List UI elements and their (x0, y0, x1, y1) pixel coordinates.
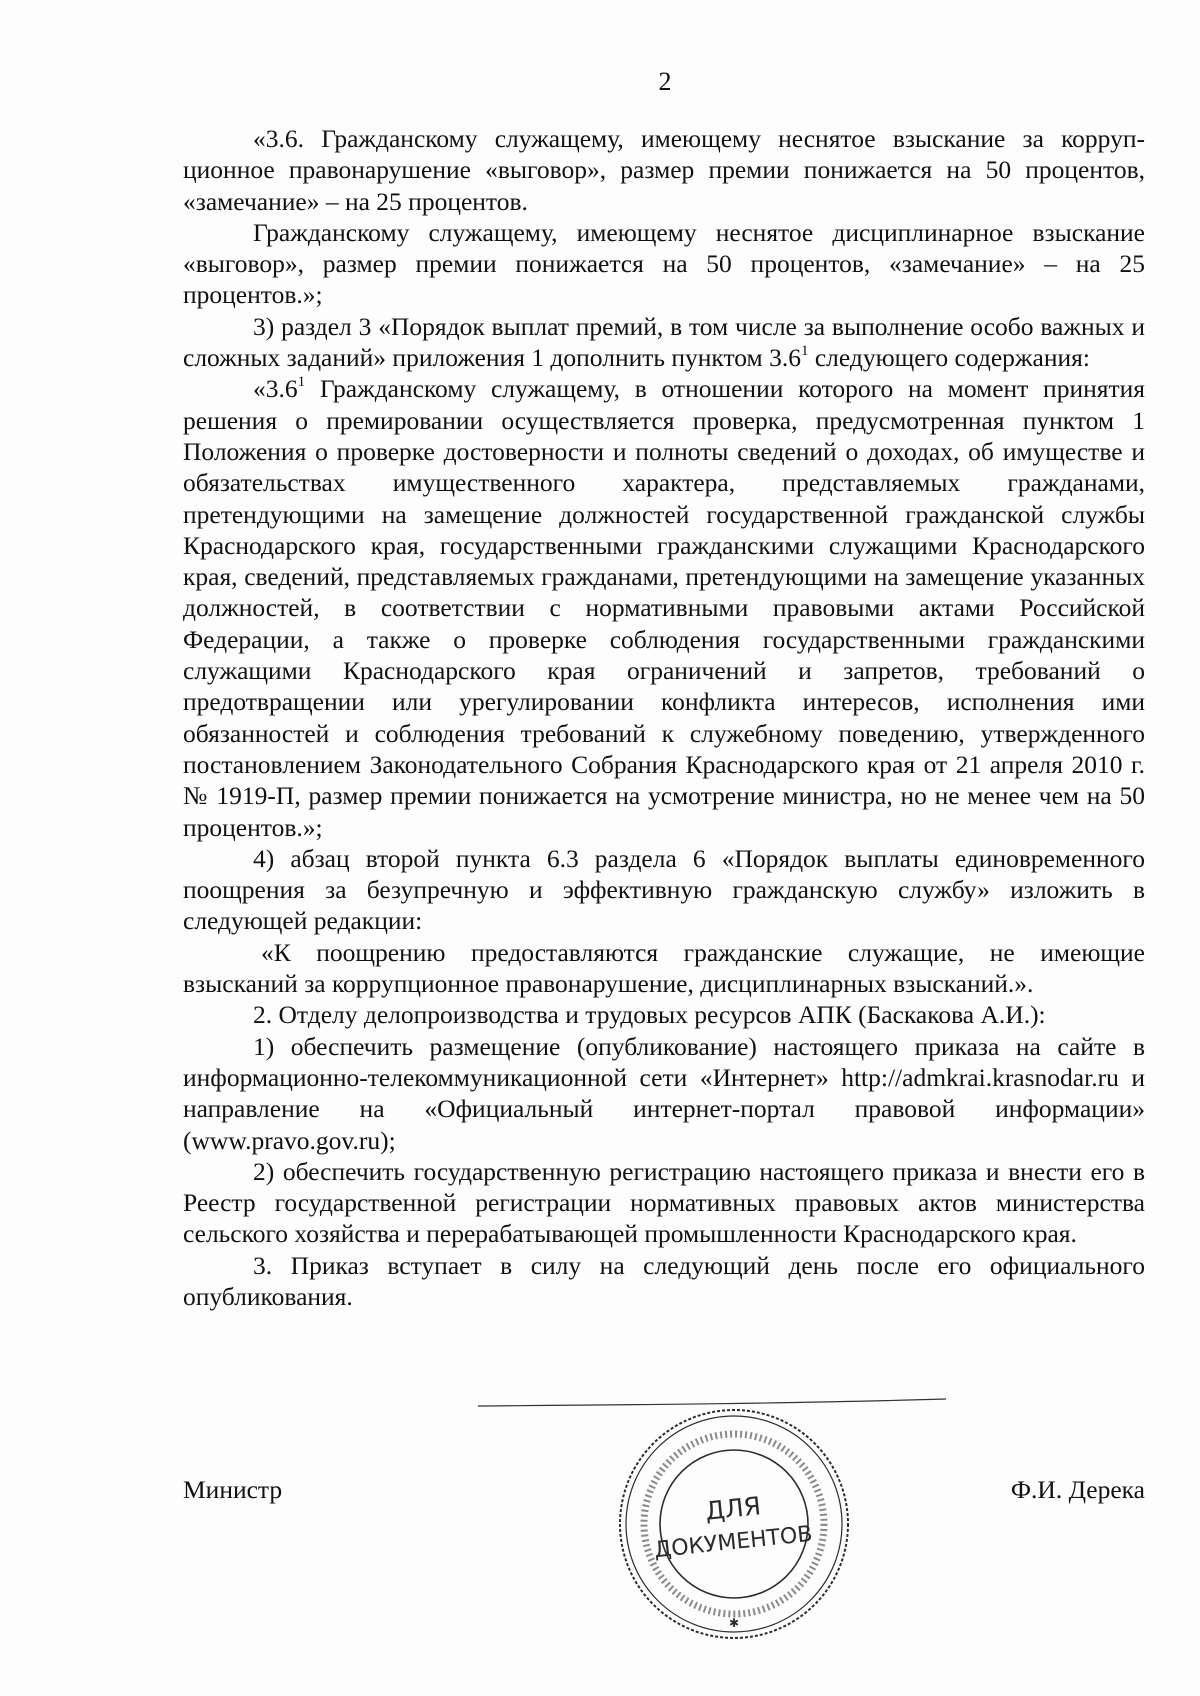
paragraph-quote: «К поощрению предоставляются гражданские служащие, не имеющие взысканий за коррупционное правонарушение, дисциплинарных взысканий.». (183, 937, 1145, 999)
paragraph-item-3 (183, 311, 1145, 374)
paragraph-disciplinary: Гражданскому служащему, имеющему неснятое дисциплинарное взыскание «выговор», размер премии понижается на 50 процентов, «замечание» – на 25 процентов.»; (183, 217, 1145, 310)
paragraph-item-4: 4) абзац второй пункта 6.3 раздела 6 «Порядок выплаты единовременного поощрения за безупречную и эффективную гражданскую службу» изложить в следующей редакции: (183, 843, 1145, 936)
superscript-marker: 1 (297, 373, 306, 390)
signatory-name: Ф.И. Дерека (1010, 1475, 1145, 1504)
paragraph-3-6: «3.6. Гражданскому служащему, имеющему неснятое взыскание за коррупционное правонарушение «выговор», размер премии понижается на 50 процентов, «замечание» – на 25 процентов. (183, 124, 1145, 216)
paragraph-item-3-final: 3. Приказ вступает в силу на следующий день после его официального опубликования. (183, 1250, 1145, 1311)
clause-text: Гражданскому служащему, в отношении которого на момент принятия решения о премировании осуществляется проверка, предусмотренная пунктом 1 Положения о проверке достоверности и полноты сведений о доходах, об имуществе и обязательствах имущественного характера, представляемых гражданами, претендующими на замещение должностей государственной гражданской службы Краснодарского края, государственными гражданскими служащими Краснодарского края, сведений, представляемых гражданами, претендующими на замещение указанных должностей, в соответствии с нормативными правовыми актами Российской Федерации, а также о проверке соблюдения государственными гражданскими служащими Краснодарского края ограничений и запретов, требований о предотвращении или урегулировании конфликта интересов, исполнения ими обязанностей и соблюдения требований к служебному поведению, утвержденного постановлением Законодательного Собрания Краснодарского края от 21 апреля 2010 г. № 1919-П, размер премии понижается на усмотрение министра, но не менее чем на 50 процентов.»; (183, 374, 1145, 842)
clause-number: «3.6 (253, 374, 298, 404)
paragraph-item-2-2: 2) обеспечить государственную регистрацию настоящего приказа и внести его в Реестр государственной регистрации нормативных правовых актов министерства сельского хозяйства и перерабатывающей промышленности Краснодарского края. (183, 1156, 1145, 1249)
official-stamp (615, 1405, 853, 1643)
stamp-text-line-2: ДОКУМЕНТОВ (653, 1521, 814, 1564)
signatory-position: Министр (183, 1475, 283, 1504)
paragraph-item-2: 2. Отделу делопроизводства и трудовых ресурсов АПК (Баскакова А.И.): (253, 1000, 1046, 1030)
paragraph-item-2-1: 1) обеспечить размещение (опубликование) настоящего приказа на сайте в информационно-телекоммуникационной сети «Интернет» http://admkrai.krasnodar.ru и направление на «Официальный интернет-портал правовой информации» (www.pravo.gov.ru); (183, 1031, 1145, 1155)
stamp-seal (615, 1405, 853, 1643)
stamp-text-line-1: ДЛЯ (703, 1491, 763, 1526)
page-number: 2 (658, 67, 672, 96)
document-body (183, 123, 1145, 1312)
item-3-text: 3) раздел 3 «Порядок выплат премий, в том числе за выполнение особо важных и сложных заданий» приложения 1 дополнить пунктом 3.6 (183, 311, 1145, 373)
item-3-text-end: следующего содержания: (814, 343, 1090, 373)
star-icon: ✱ (728, 1616, 740, 1630)
paragraph-3-6-1 (183, 373, 1145, 842)
superscript-marker: 1 (800, 342, 809, 359)
